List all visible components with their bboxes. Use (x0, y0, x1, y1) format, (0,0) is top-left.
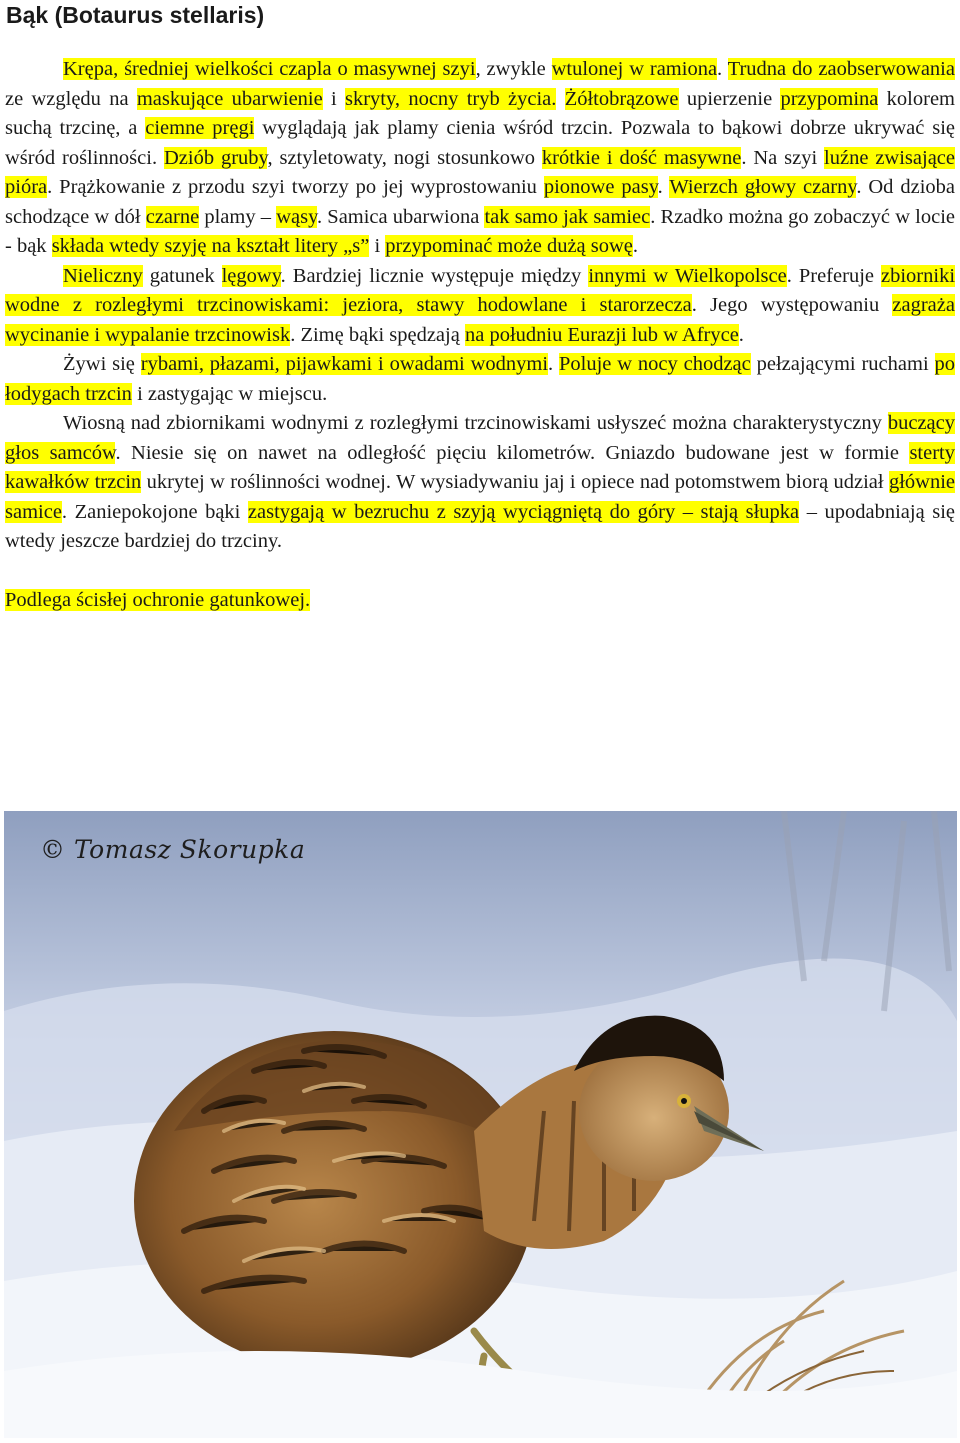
highlighted-text: maskujące ubarwienie (136, 87, 323, 110)
highlighted-text: rybami, płazami, pijawkami i owadami wodnymi (140, 353, 549, 375)
text-run: Żywi się (63, 353, 141, 375)
highlighted-text: zbiorniki wodne z rozległymi trzcinowiskami: jeziora, stawy hodowlane i starorzecza (5, 264, 956, 316)
highlighted-text: buczący głos samców (5, 412, 955, 464)
highlighted-text: zastygają w bezruchu z szyją wyciągniętą do góry – stają słupka (247, 500, 800, 523)
text-run: Wiosną nad zbiornikami wodnymi z rozległymi trzcinowiskami usłyszeć można charakterystyczny (63, 412, 888, 434)
text-run: upierzenie (678, 87, 781, 110)
paragraph (5, 55, 955, 262)
highlighted-text: innymi w Wielkopolsce (588, 264, 787, 287)
highlighted-text: luźne zwisające pióra (5, 146, 955, 198)
text-run: . Od dzioba schodzące w dół (5, 176, 955, 228)
text-run: . (738, 323, 744, 346)
highlighted-text: Nieliczny (63, 264, 143, 287)
text-run: i zastygając w miejscu. (131, 382, 328, 405)
highlighted-text: sterty kawałków trzcin (5, 441, 955, 493)
paragraph (5, 409, 955, 557)
text-run: . Bardziej licznie występuje między (280, 264, 589, 287)
text-run: . (548, 353, 559, 375)
text-run: . Zaniepokojone bąki (61, 500, 248, 523)
text-run: – upodabniają się wtedy jeszcze bardziej do trzciny. (5, 500, 955, 552)
highlighted-text: przypomina (780, 87, 879, 110)
text-run: . (657, 176, 670, 198)
photo-credit: © Tomasz Skorupka (40, 835, 306, 864)
text-run: . (632, 235, 639, 257)
highlighted-text: Podlega ścisłej ochronie gatunkowej. (5, 589, 311, 611)
document-body (5, 55, 955, 616)
highlighted-text: krótkie i dość masywne (541, 146, 742, 169)
highlighted-text: pionowe pasy (543, 176, 658, 198)
highlighted-text: Żółtobrązowe (564, 87, 679, 110)
text-run: . Preferuje (786, 264, 881, 287)
highlighted-text: na południu Eurazji lub w Afryce (464, 323, 739, 346)
bittern-in-snow-image (4, 811, 957, 1438)
text-run: . Zimę bąki spędzają (290, 323, 465, 346)
text-run: . Jego występowaniu (691, 294, 893, 316)
text-run: ze względu na (5, 87, 137, 110)
text-run: , zwykle (475, 58, 552, 80)
highlighted-text: Poluje w nocy chodząc (559, 353, 751, 375)
text-run: . Rzadko można go zobaczyć w locie - bąk (5, 205, 955, 257)
highlighted-text: Krępa, średniej wielkości czapla o masywnej szyi (63, 58, 476, 80)
paragraph (5, 586, 955, 616)
text-run: i (369, 235, 386, 257)
highlighted-text: Trudna do zaobserwowania (727, 58, 955, 80)
highlighted-text: po łodygach trzcin (5, 353, 955, 405)
highlighted-text: Wierzch głowy czarny (669, 176, 857, 198)
text-run: ukrytej w roślinności wodnej. W wysiadywaniu jaj i opiece nad potomstwem biorą udział (141, 471, 889, 493)
highlighted-text: tak samo jak samiec (484, 205, 651, 228)
text-run (556, 88, 564, 110)
highlighted-text: skryty, nocny tryb życia. (345, 87, 557, 110)
highlighted-text: wąsy (276, 205, 317, 228)
highlighted-text: głównie samice (5, 471, 956, 523)
highlighted-text: składa wtedy szyję na kształt litery „s” (51, 235, 370, 257)
highlighted-text: wtulonej w ramiona (551, 58, 718, 80)
text-run: wyglądają jak plamy cienia wśród trzcin. Pozwala to bąkowi dobrze ukrywać się wśród roślinności. (5, 117, 955, 169)
highlighted-text: lęgowy (221, 264, 281, 287)
text-run: . Na szyi (741, 146, 825, 169)
highlighted-text: ciemne pręgi (145, 117, 255, 139)
highlighted-text: zagraża wycinanie i wypalanie trzcinowisk (5, 294, 955, 346)
highlighted-text: czarne (145, 205, 200, 228)
paragraph (5, 262, 955, 351)
text-run: . Prążkowanie z przodu szyi tworzy po jej wyprostowaniu (47, 176, 544, 198)
text-run: . Samica ubarwiona (317, 205, 485, 228)
page-title: Bąk (Botaurus stellaris) (6, 2, 265, 28)
highlighted-text: Dziób gruby (163, 146, 268, 169)
text-run: , sztyletowaty, nogi stosunkowo (267, 146, 542, 169)
highlighted-text: przypominać może dużą sowę (385, 235, 633, 257)
text-run: pełzającymi ruchami (750, 353, 935, 375)
text-run: plamy – (199, 205, 277, 228)
text-run: . (717, 58, 728, 80)
text-run: gatunek (142, 264, 222, 287)
paragraph (5, 350, 955, 409)
text-run: . Niesie się on nawet na odległość pięciu kilometrów. Gniazdo budowane jest w formie (115, 441, 910, 464)
bittern-photo (4, 811, 957, 1438)
text-run: i (322, 87, 345, 110)
text-run: kolorem suchą trzcinę, a (5, 87, 955, 139)
